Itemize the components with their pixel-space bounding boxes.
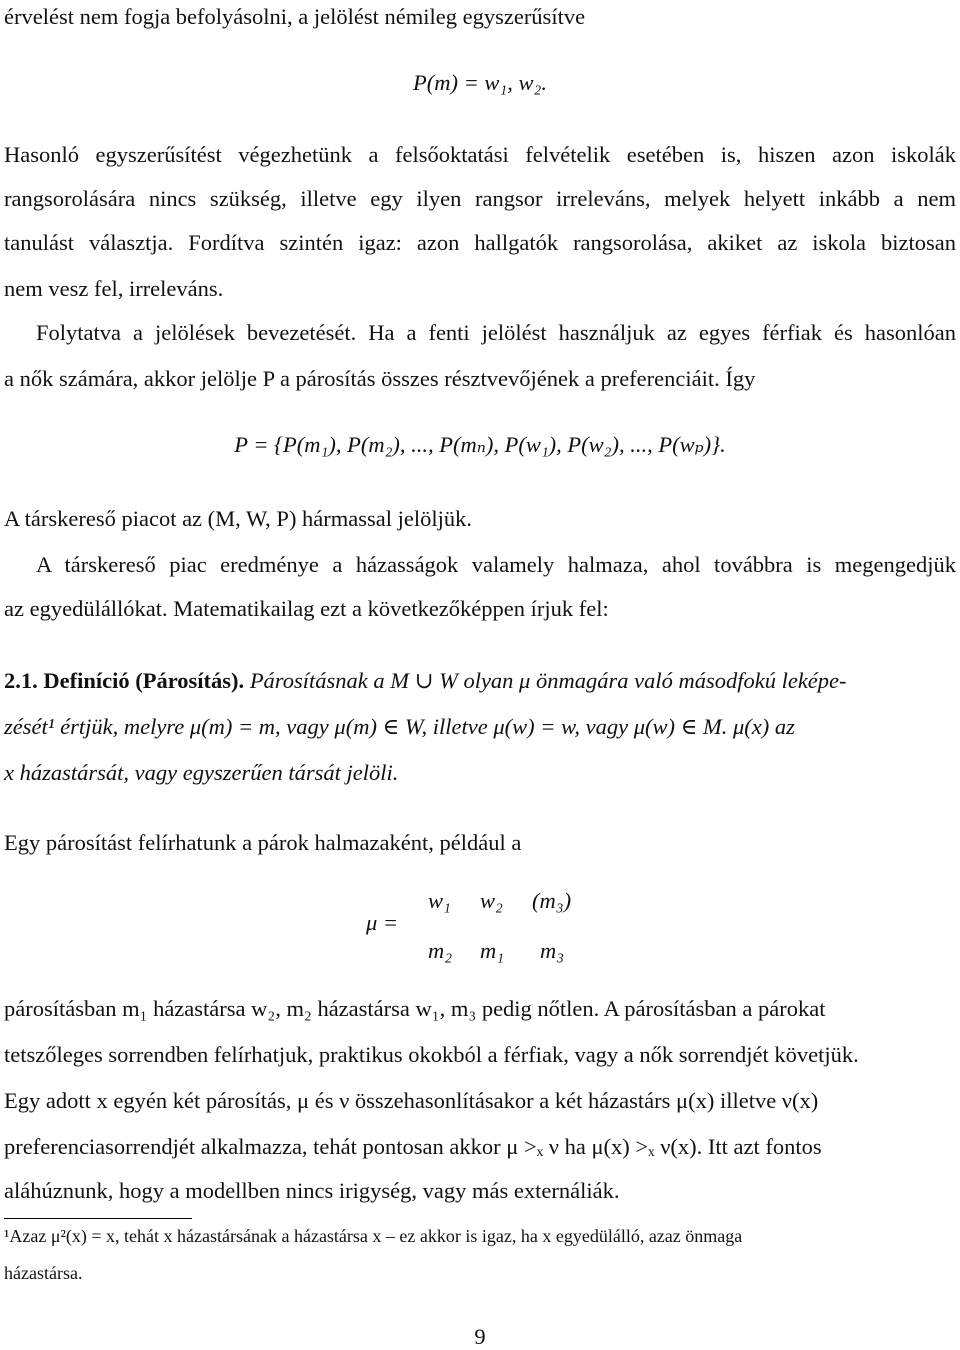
text-line: nem vesz fel, irreleváns. (4, 276, 224, 301)
text-line: A társkereső piac eredménye a házasságok valamely halmaza, ahol továbbra is megengedjük (36, 552, 956, 577)
matrix-lhs: μ = (366, 910, 399, 935)
footnote-rule (4, 1218, 192, 1219)
footnote-line: ¹Azaz μ²(x) = x, tehát x házastársának a házastársa x – ez akkor is igaz, ha x egyedülálló, azaz önmaga (4, 1226, 743, 1246)
definition-heading: 2.1. Definíció (Párosítás). (4, 668, 245, 693)
text-line: rangsorolására nincs szükség, illetve egy ilyen rangsor irreleváns, melyek helyett inkább a nem (4, 186, 956, 211)
text-line: párosításban m₁ házastársa w₂, m₂ házastársa w₁, m₃ pedig nőtlen. A párosításban a párokat (4, 996, 826, 1021)
text-line: aláhúznunk, hogy a modellben nincs irigység, vagy más externáliák. (4, 1178, 620, 1203)
matrix-cell: w₁ (428, 888, 451, 913)
text-line: Folytatva a jelölések bevezetését. Ha a fenti jelölést használjuk az egyes férfiak és hasonlóan (36, 320, 956, 345)
page-number: 9 (474, 1324, 486, 1349)
text-line: a nők számára, akkor jelölje P a párosítás összes résztvevőjének a preferenciáit. Így (4, 366, 756, 391)
matrix-cell: m₂ (428, 938, 453, 963)
footnote-line: házastársa. (4, 1263, 83, 1283)
text-line: A társkereső piacot az (M, W, P) hármassal jelöljük. (4, 506, 473, 531)
matrix-cell: (m₃) (532, 888, 572, 913)
text-line: az egyedülállókat. Matematikailag ezt a következőképpen írjuk fel: (4, 596, 609, 621)
text-line: Hasonló egyszerűsítést végezhetünk a felsőoktatási felvételik esetében is, hiszen azon iskolák (4, 142, 956, 167)
text-line: Egy párosítást felírhatunk a párok halmazaként, például a (4, 830, 522, 855)
text-line: tetszőleges sorrendben felírhatjuk, praktikus okokból a férfiak, vagy a nők sorrendjét követjük. (4, 1042, 859, 1067)
equation-p-set: P = {P(m₁), P(m₂), ..., P(mₙ), P(w₁), P(w₂), ..., P(wₚ)}. (234, 432, 726, 457)
matrix-cell: m₁ (480, 938, 505, 963)
text-line: preferenciasorrendjét alkalmazza, tehát pontosan akkor μ >ₓ ν ha μ(x) >ₓ ν(x). Itt azt fontos (4, 1134, 822, 1159)
matrix-cell: w₂ (480, 888, 503, 913)
definition-line-2: zését¹ értjük, melyre μ(m) = m, vagy μ(m) ∈ W, illetve μ(w) = w, vagy μ(w) ∈ M. μ(x) az (4, 714, 795, 739)
definition-text: Párosításnak a M ∪ W olyan μ önmagára való másodfokú leképe- (249, 668, 847, 693)
equation-p-m: P(m) = w₁, w₂. (413, 70, 547, 95)
matrix-cell: m₃ (540, 938, 565, 963)
definition-line-1 (4, 666, 956, 696)
definition-line-3: x házastársát, vagy egyszerűen társát jelöli. (4, 760, 399, 785)
text-line: tanulást választja. Fordítva szintén igaz: azon hallgatók rangsorolása, akiket az iskola biztosan (4, 230, 956, 255)
text-line: Egy adott x egyén két párosítás, μ és ν összehasonlításakor a két házastárs μ(x) illetve ν(x) (4, 1088, 819, 1113)
text-line: érvelést nem fogja befolyásolni, a jelölést némileg egyszerűsítve (4, 4, 586, 29)
